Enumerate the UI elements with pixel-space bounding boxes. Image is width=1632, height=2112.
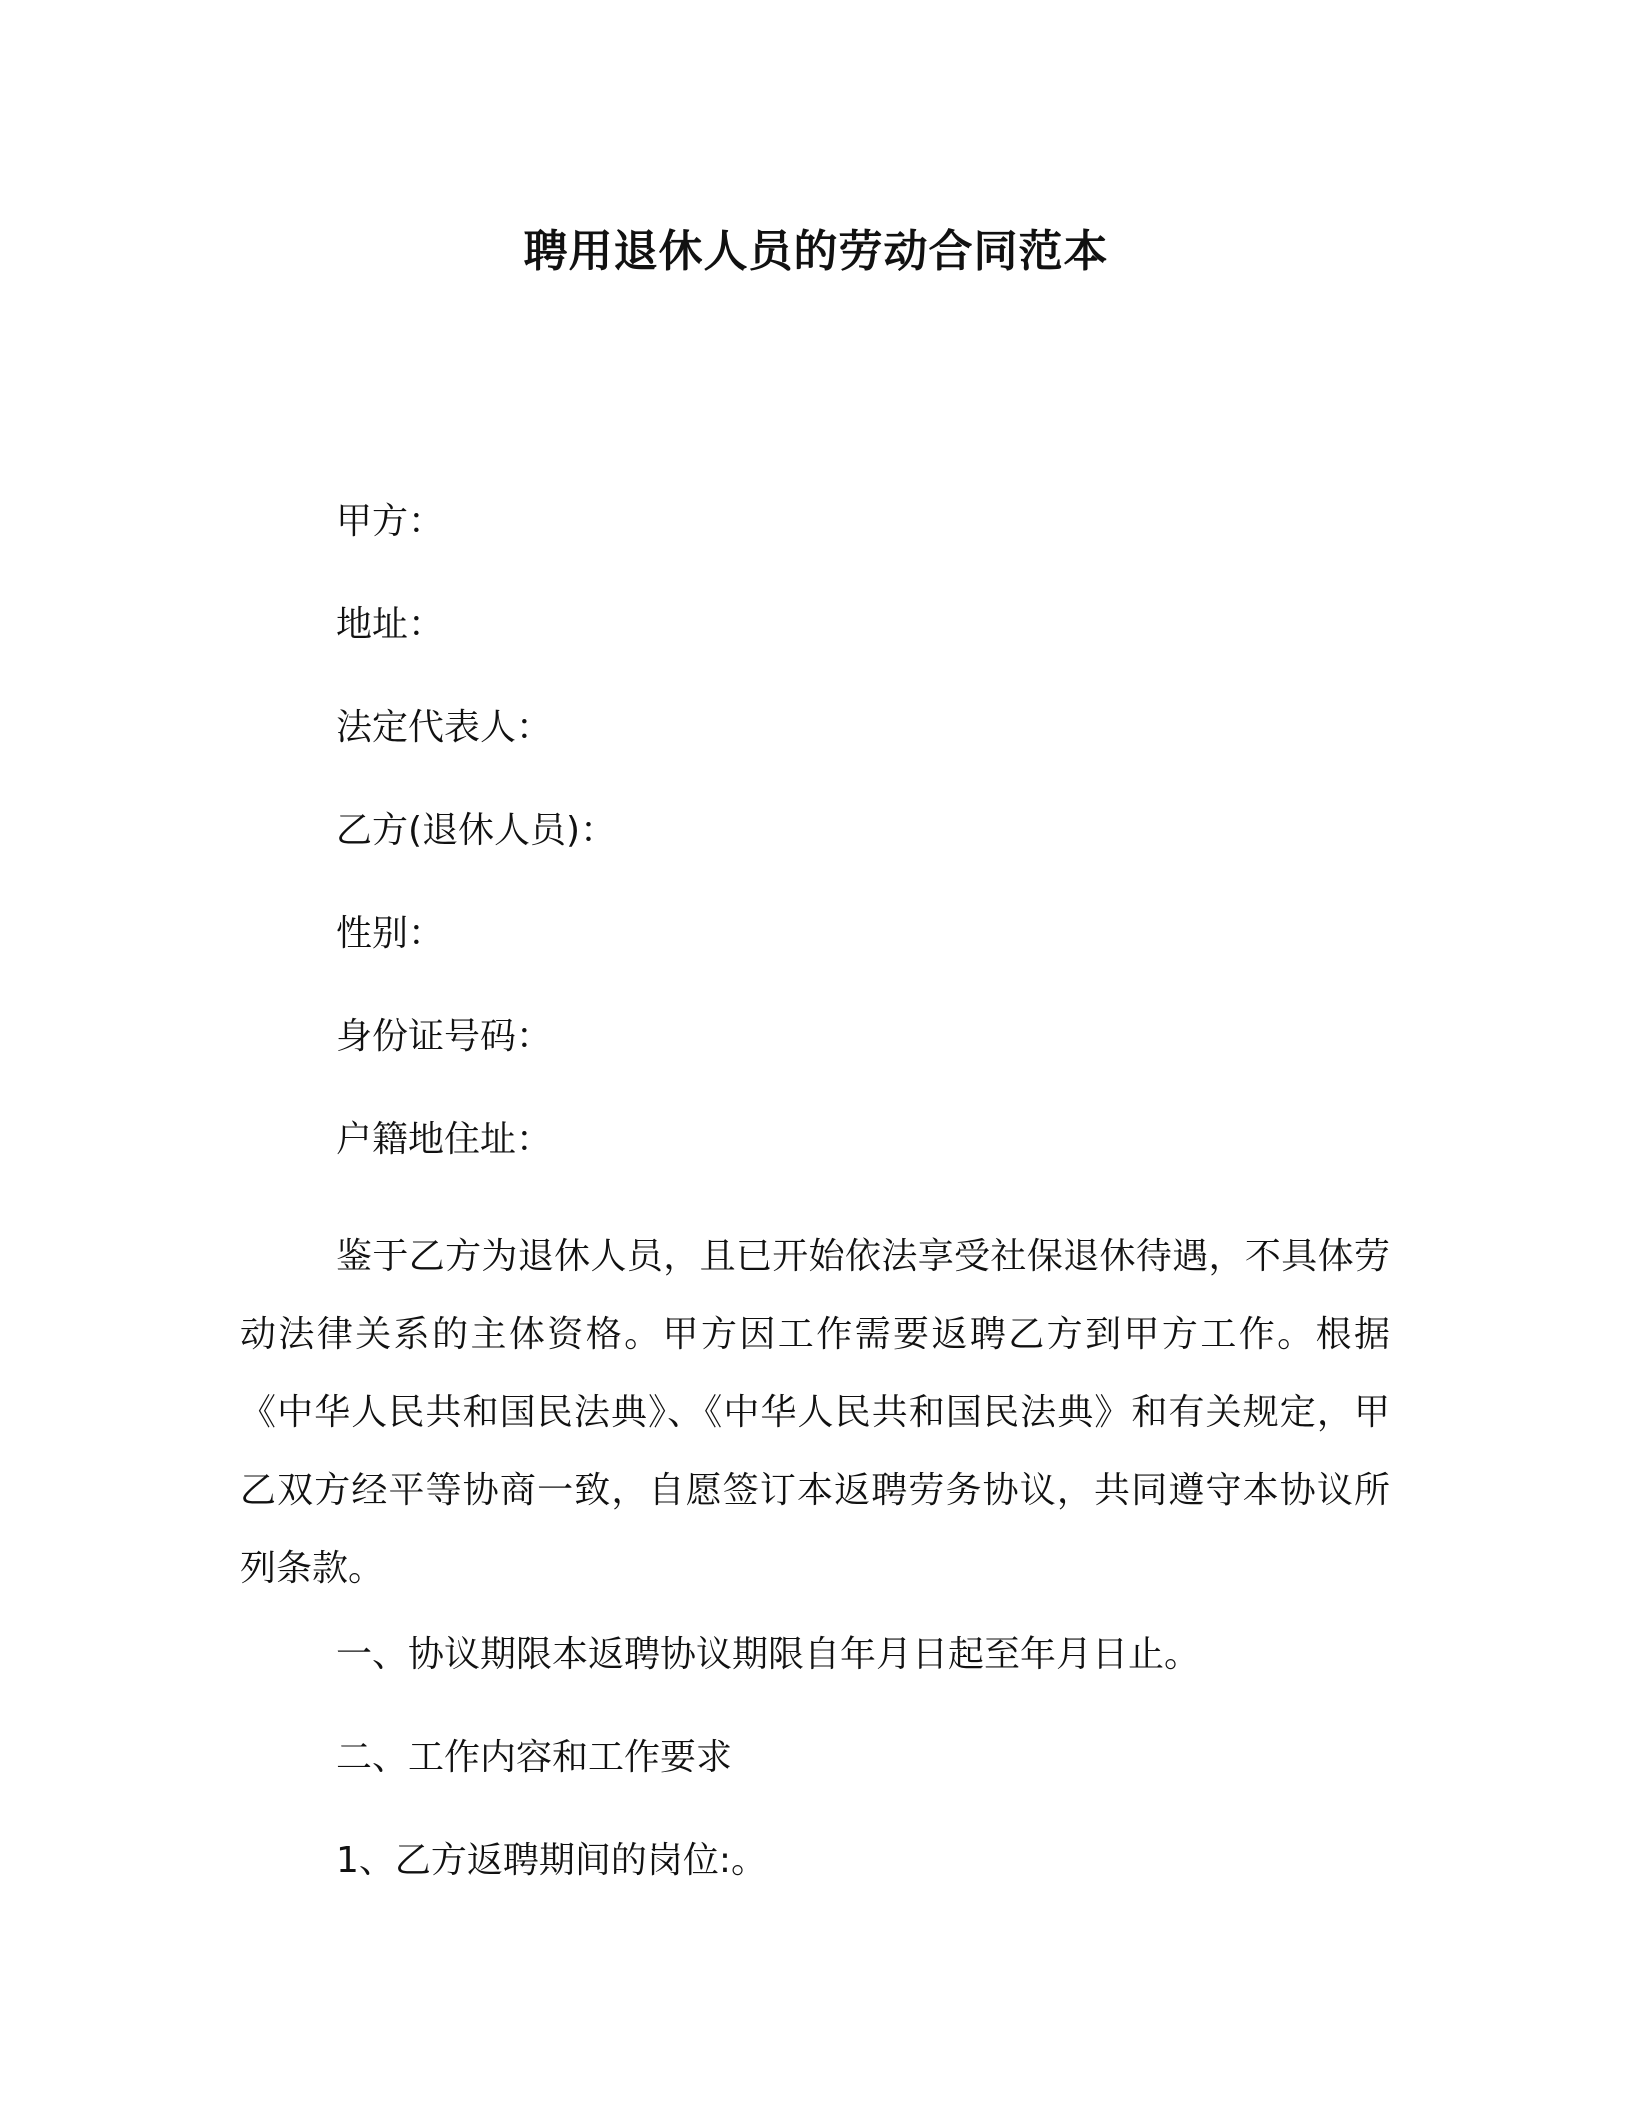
clause-work-content-heading: 二、工作内容和工作要求 (336, 1737, 733, 1778)
field-address: 地址： (336, 604, 445, 645)
clause-position: 1、乙方返聘期间的岗位:。 (336, 1840, 768, 1881)
field-party-a: 甲方： (336, 501, 445, 542)
intro-paragraph: 鉴于乙方为退休人员，且已开始依法享受社保退休待遇，不具体劳动法律关系的主体资格。甲方因工作需要返聘乙方到甲方工作。根据《中华人民共和国民法典》、《中华人民共和国民法典》和有关规定，甲乙双方经平等协商一致，自愿签订本返聘劳务协议，共同遵守本协议所列条款。 (240, 1236, 1390, 1589)
field-legal-representative: 法定代表人： (336, 707, 553, 748)
field-gender: 性别： (336, 913, 445, 954)
field-household-address: 户籍地住址： (336, 1119, 553, 1160)
clause-term: 一、协议期限本返聘协议期限自年月日起至年月日止。 (336, 1634, 1201, 1675)
field-id-number: 身份证号码： (336, 1016, 553, 1057)
field-party-b: 乙方(退休人员)： (336, 810, 617, 851)
page-title: 聘用退休人员的劳动合同范本 (523, 226, 1109, 277)
